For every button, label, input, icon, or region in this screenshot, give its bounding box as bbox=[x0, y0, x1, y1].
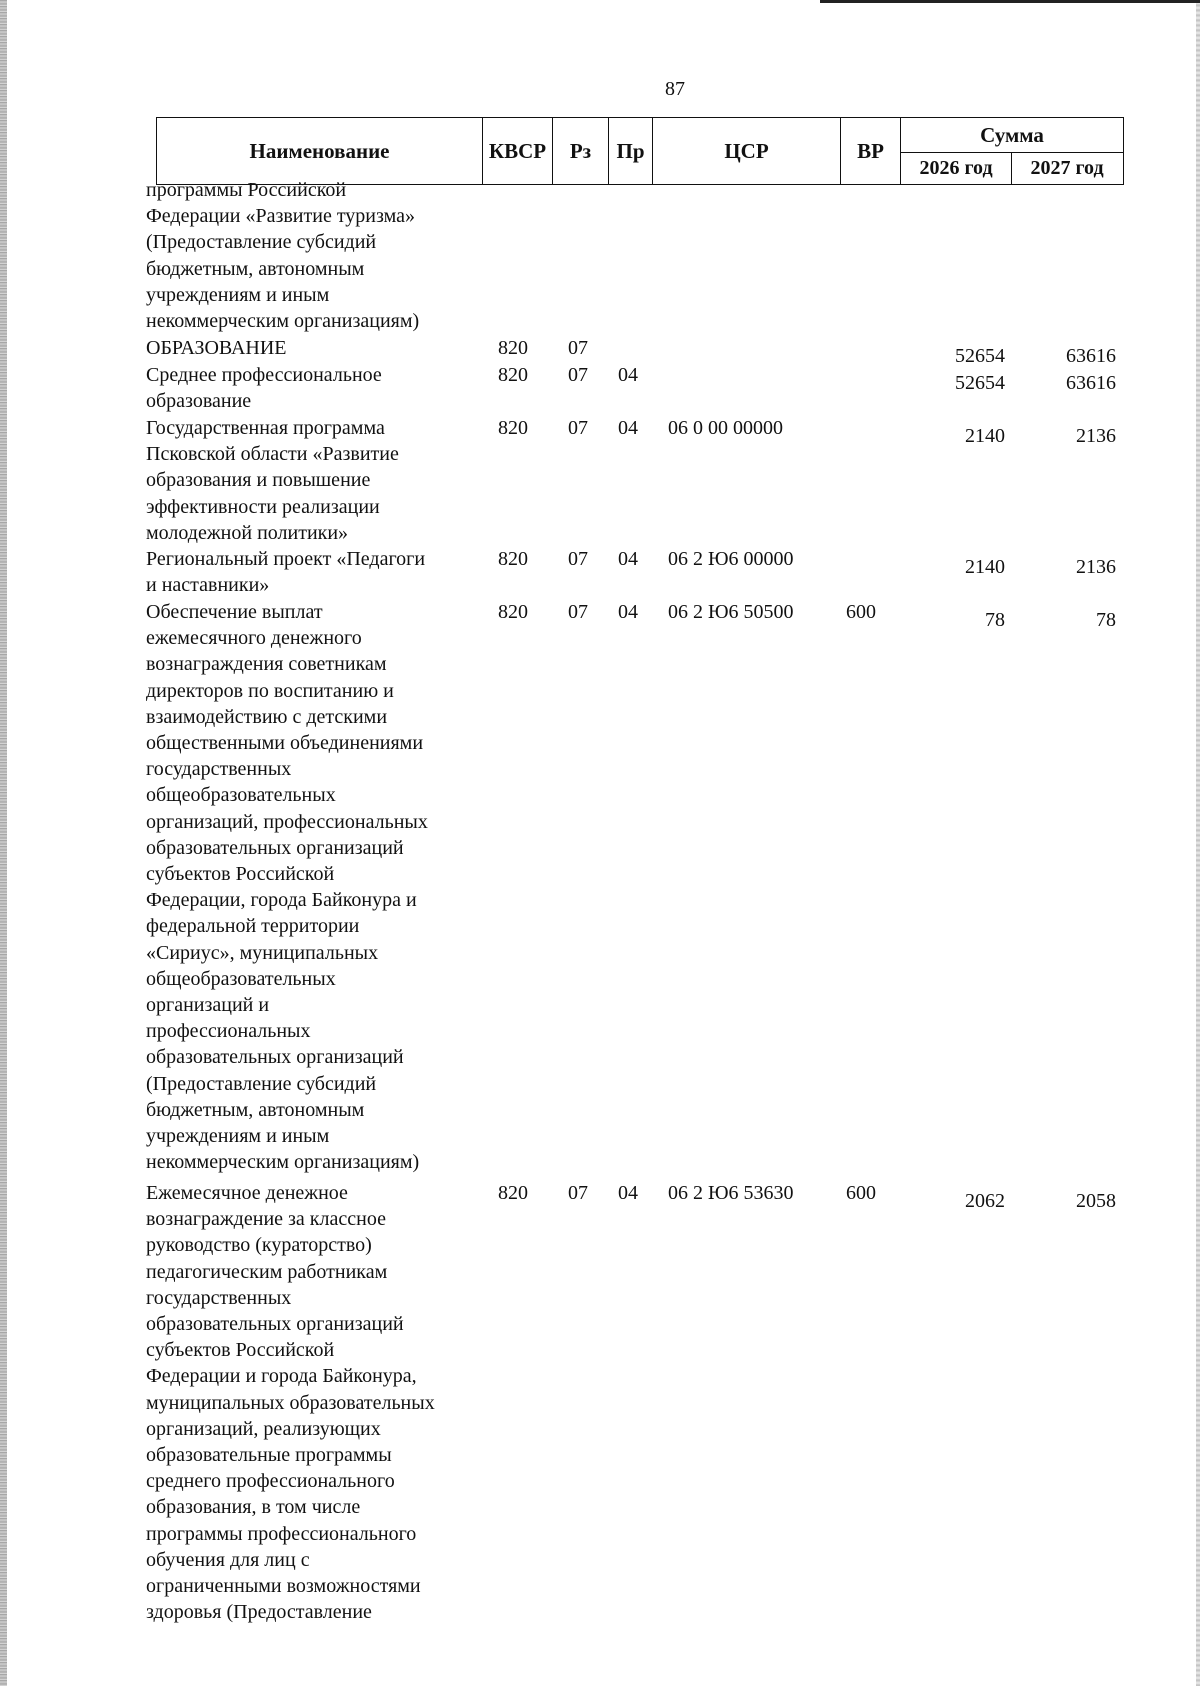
row-csr: 06 2 Ю6 00000 bbox=[668, 548, 794, 570]
row-kvsr: 820 bbox=[498, 1182, 528, 1204]
row-kvsr: 820 bbox=[498, 337, 528, 359]
row-rz: 07 bbox=[568, 601, 588, 623]
row-pr: 04 bbox=[618, 364, 638, 386]
row-kvsr: 820 bbox=[498, 364, 528, 386]
header-year-2027: 2027 год bbox=[1030, 156, 1104, 179]
row-sum-2026: 52654 bbox=[955, 345, 1005, 367]
header-year-2026: 2026 год bbox=[901, 152, 1012, 184]
header-sum: Сумма bbox=[901, 118, 1123, 153]
row-sum-2027: 63616 bbox=[1066, 345, 1116, 367]
row-sum-2026: 2140 bbox=[965, 556, 1005, 578]
row-sum-2027: 2058 bbox=[1076, 1190, 1116, 1212]
row-sum-2027: 2136 bbox=[1076, 425, 1116, 447]
header-kvsr: КВСР bbox=[483, 118, 553, 184]
row-name: Государственная программа Псковской области «Развитие образования и повышение эффективности реализации молодежной политики» bbox=[146, 417, 399, 544]
row-pr: 04 bbox=[618, 601, 638, 623]
row-csr: 06 0 00 00000 bbox=[668, 417, 783, 439]
row-name: программы Российской Федерации «Развитие туризма» (Предоставление субсидий бюджетным, автономным учреждениям и иным некоммерческим организациям) bbox=[146, 179, 420, 333]
row-sum-2027: 63616 bbox=[1066, 372, 1116, 394]
row-rz: 07 bbox=[568, 417, 588, 439]
row-sum-2027: 78 bbox=[1096, 609, 1116, 631]
header-csr: ЦСР bbox=[653, 118, 841, 184]
header-name: Наименование bbox=[157, 118, 483, 184]
row-vr: 600 bbox=[846, 1182, 876, 1204]
header-vr: ВР bbox=[841, 118, 901, 184]
row-sum-2026: 2140 bbox=[965, 425, 1005, 447]
row-pr: 04 bbox=[618, 1182, 638, 1204]
row-pr: 04 bbox=[618, 548, 638, 570]
row-csr: 06 2 Ю6 50500 bbox=[668, 601, 794, 623]
header-pr: Пр bbox=[609, 118, 653, 184]
row-name: ОБРАЗОВАНИЕ bbox=[146, 337, 287, 359]
row-sum-2026: 52654 bbox=[955, 372, 1005, 394]
row-sum-2027: 2136 bbox=[1076, 556, 1116, 578]
header-rz: Рз bbox=[553, 118, 609, 184]
row-kvsr: 820 bbox=[498, 548, 528, 570]
row-name: Обеспечение выплат ежемесячного денежного вознаграждения советникам директоров по воспитанию и взаимодействию с детскими общественными объединениями государственных общеобразовательных организаций, профессиональных образовательных организаций субъектов Российской Федерации, города Байконура и федеральной территории «Сириус», муниципальных общеобразовательных организаций и профессиональных образовательных организаций (Предоставление субсидий бюджетным, автономным учреждениям и иным некоммерческим организациям) bbox=[146, 601, 428, 1174]
row-name: Среднее профессиональное образование bbox=[146, 364, 382, 413]
row-name: Ежемесячное денежное вознаграждение за классное руководство (кураторство) педагогическим работникам государственных образовательных организаций субъектов Российской Федерации и города Байконура, муниципальных образовательных организаций, реализующих образовательные программы среднего профессионального образования, в том числе программы профессионального обучения для лиц с ограниченными возможностями здоровья (Предоставление bbox=[146, 1182, 435, 1624]
row-sum-2026: 78 bbox=[985, 609, 1005, 631]
row-csr: 06 2 Ю6 53630 bbox=[668, 1182, 794, 1204]
page-number: 87 bbox=[665, 78, 685, 100]
row-sum-2026: 2062 bbox=[965, 1190, 1005, 1212]
row-name: Региональный проект «Педагоги и наставники» bbox=[146, 548, 426, 597]
row-kvsr: 820 bbox=[498, 601, 528, 623]
row-rz: 07 bbox=[568, 364, 588, 386]
row-kvsr: 820 bbox=[498, 417, 528, 439]
row-rz: 07 bbox=[568, 1182, 588, 1204]
row-rz: 07 bbox=[568, 337, 588, 359]
row-vr: 600 bbox=[846, 601, 876, 623]
row-pr: 04 bbox=[618, 417, 638, 439]
row-rz: 07 bbox=[568, 548, 588, 570]
